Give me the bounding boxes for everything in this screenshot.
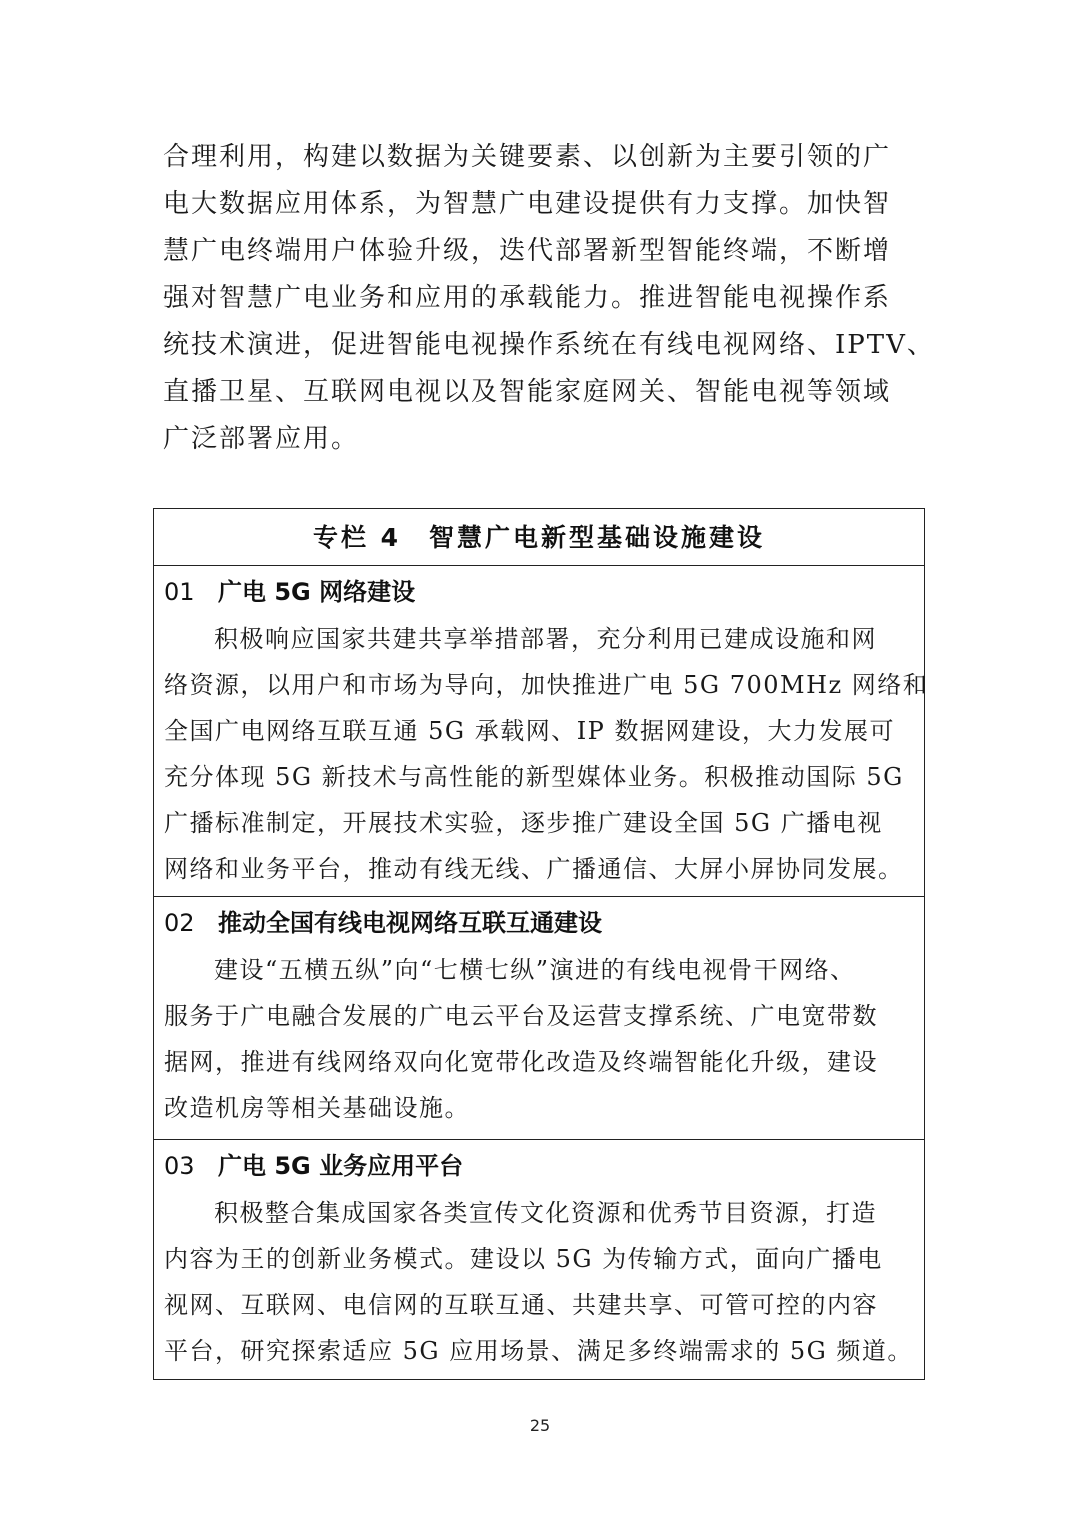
section-number: 03 bbox=[164, 1152, 195, 1180]
column-section-02 bbox=[154, 897, 924, 1140]
section-line: 全国广电网络互联互通 5G 承载网、IP 数据网建设，大力发展可 bbox=[164, 717, 895, 745]
section-line: 视网、互联网、电信网的互联互通、共建共享、可管可控的内容 bbox=[164, 1291, 878, 1319]
column-section-01 bbox=[154, 566, 929, 897]
section-body bbox=[164, 1190, 916, 1374]
column-box-title: 专栏 4 智慧广电新型基础设施建设 bbox=[154, 509, 924, 566]
paragraph-line: 电大数据应用体系，为智慧广电建设提供有力支撑。加快智 bbox=[163, 189, 892, 219]
paragraph-line: 广泛部署应用。 bbox=[163, 424, 360, 454]
section-body bbox=[164, 947, 916, 1131]
section-line: 改造机房等相关基础设施。 bbox=[164, 1094, 470, 1122]
section-line: 据网，推进有线网络双向化宽带化改造及终端智能化升级，建设 bbox=[164, 1048, 878, 1076]
paragraph-line: 强对智慧广电业务和应用的承载能力。推进智能电视操作系 bbox=[163, 283, 892, 313]
section-heading bbox=[164, 1140, 916, 1190]
section-heading bbox=[164, 566, 916, 616]
section-line: 平台，研究探索适应 5G 应用场景、满足多终端需求的 5G 频道。 bbox=[164, 1337, 913, 1365]
section-line: 充分体现 5G 新技术与高性能的新型媒体业务。积极推动国际 5G bbox=[164, 763, 904, 791]
section-heading bbox=[164, 897, 916, 947]
section-line: 积极响应国家共建共享举措部署，充分利用已建成设施和网 bbox=[214, 625, 877, 653]
section-title: 广电 5G 网络建设 bbox=[218, 578, 416, 606]
column-section-03 bbox=[154, 1140, 924, 1379]
section-line: 内容为王的创新业务模式。建设以 5G 为传输方式，面向广播电 bbox=[164, 1245, 883, 1273]
section-line: 网络和业务平台，推动有线无线、广播通信、大屏小屏协同发展。 bbox=[164, 855, 904, 883]
column-box bbox=[153, 508, 929, 1380]
section-title: 推动全国有线电视网络互联互通建设 bbox=[218, 909, 602, 937]
section-line: 服务于广电融合发展的广电云平台及运营支撑系统、广电宽带数 bbox=[164, 1002, 878, 1030]
paragraph-line: 直播卫星、互联网电视以及智能家庭网关、智能电视等领域 bbox=[163, 377, 892, 407]
paragraph-line: 合理利用，构建以数据为关键要素、以创新为主要引领的广 bbox=[163, 142, 892, 172]
section-line: 积极整合集成国家各类宣传文化资源和优秀节目资源，打造 bbox=[214, 1199, 877, 1227]
section-line: 建设“五横五纵”向“七横七纵”演进的有线电视骨干网络、 bbox=[214, 956, 856, 984]
paragraph-line: 慧广电终端用户体验升级，迭代部署新型智能终端，不断增 bbox=[163, 236, 892, 266]
page-number: 25 bbox=[529, 1416, 551, 1435]
section-line: 广播标准制定，开展技术实验，逐步推广建设全国 5G 广播电视 bbox=[164, 809, 883, 837]
section-title: 广电 5G 业务应用平台 bbox=[218, 1152, 464, 1180]
paragraph-line: 统技术演进，促进智能电视操作系统在有线电视网络、IPTV、 bbox=[163, 330, 935, 360]
section-number: 01 bbox=[164, 578, 195, 606]
section-body bbox=[164, 616, 929, 892]
section-number: 02 bbox=[164, 909, 195, 937]
intro-paragraph bbox=[163, 134, 935, 463]
section-line: 络资源，以用户和市场为导向，加快推进广电 5G 700MHz 网络和 bbox=[164, 671, 929, 699]
